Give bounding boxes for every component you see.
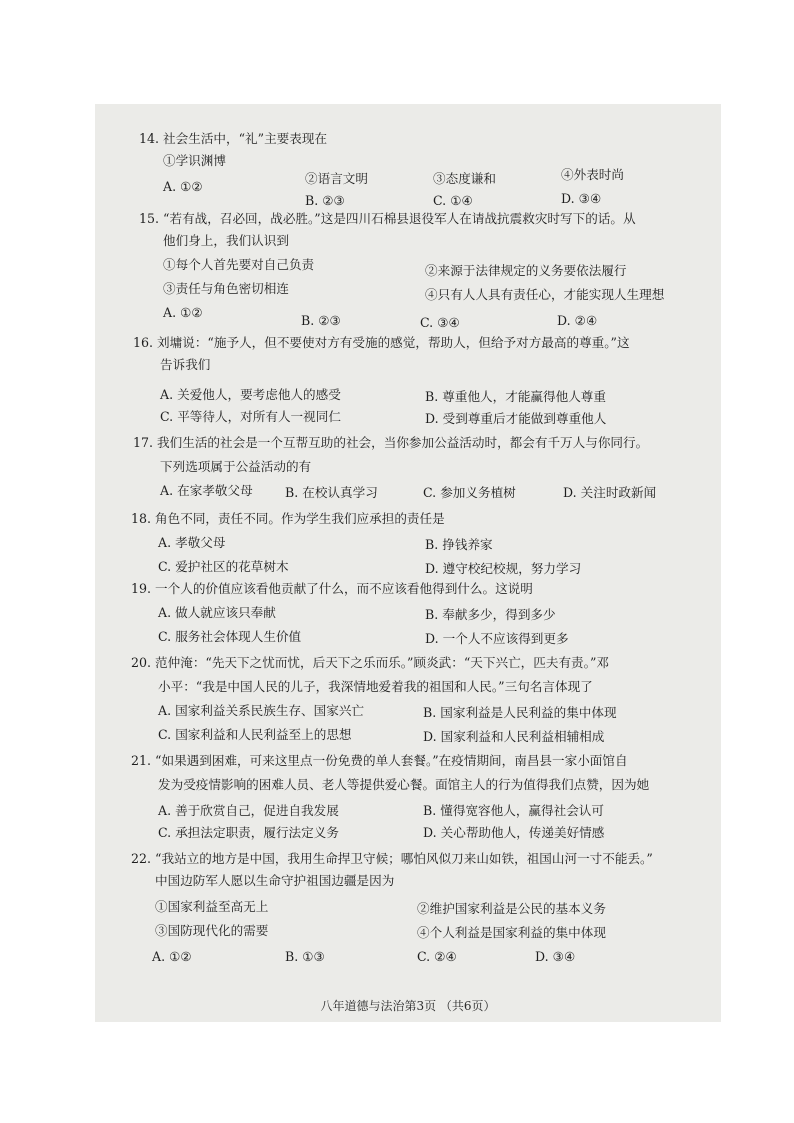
answer-choice-d: D. 一个人不应该得到更多 bbox=[425, 631, 569, 646]
answer-choice-b: B. 尊重他人，才能赢得他人尊重 bbox=[425, 389, 606, 404]
statement-option: ④个人利益是国家利益的集中体现 bbox=[417, 925, 606, 940]
answer-choice-a: A. 国家利益关系民族生存、国家兴亡 bbox=[158, 703, 365, 718]
statement-option: ①学识渊博 bbox=[163, 153, 226, 168]
answer-choice-d: D. ③④ bbox=[535, 949, 576, 964]
answer-choice-c: C. 爱护社区的花草树木 bbox=[158, 559, 289, 574]
answer-choice-c: C. 承担法定职责，履行法定义务 bbox=[158, 825, 339, 840]
question-stem-continued: 发为受疫情影响的困难人员、老人等提供爱心餐。面馆主人的行为值得我们点赞，因为她 bbox=[158, 777, 650, 792]
answer-choice-c: C. ②④ bbox=[417, 949, 457, 964]
statement-option: ②来源于法律规定的义务要依法履行 bbox=[425, 263, 627, 278]
answer-choice-c: C. ③④ bbox=[420, 315, 460, 330]
answer-choice-d: D. 国家利益和人民利益相辅相成 bbox=[423, 729, 605, 744]
question-number: 14. bbox=[139, 131, 160, 146]
answer-choice-c: C. 参加义务植树 bbox=[423, 485, 516, 500]
question-stem: 社会生活中，“礼”主要表现在 bbox=[163, 131, 328, 146]
answer-choice-c: C. 服务社会体现人生价值 bbox=[158, 629, 302, 644]
answer-choice-a: A. ①② bbox=[152, 949, 192, 964]
question-22 bbox=[131, 848, 653, 869]
answer-choice-b: B. 懂得宽容他人，赢得社会认可 bbox=[423, 803, 604, 818]
question-number: 16. bbox=[133, 335, 154, 350]
question-stem: 我们生活的社会是一个互帮互助的社会，当你参加公益活动时，都会有千万人与你同行。 bbox=[157, 435, 649, 450]
answer-choice-d: D. ②④ bbox=[557, 313, 598, 328]
exam-page bbox=[95, 104, 721, 1022]
question-number: 15. bbox=[139, 211, 160, 226]
answer-choice-b: B. 国家利益是人民利益的集中体现 bbox=[423, 705, 617, 720]
answer-choice-d: D. 受到尊重后才能做到尊重他人 bbox=[425, 411, 607, 426]
question-17 bbox=[133, 432, 648, 453]
statement-option: ④外表时尚 bbox=[561, 167, 624, 182]
question-stem-continued: 告诉我们 bbox=[160, 357, 211, 372]
answer-choice-d: D. 关心帮助他人，传递美好情感 bbox=[423, 825, 605, 840]
statement-option: ④只有人人具有责任心，才能实现人生理想 bbox=[425, 287, 665, 302]
answer-choice-a: A. 善于欣赏自己，促进自我发展 bbox=[158, 803, 339, 818]
answer-choice-d: D. 关注时政新闻 bbox=[563, 485, 657, 500]
question-stem: “若有战，召必回，战必胜。”这是四川石棉县退役军人在请战抗震救灾时写下的话。从 bbox=[163, 211, 636, 226]
answer-choice-d: D. ③④ bbox=[561, 191, 602, 206]
question-16 bbox=[133, 332, 630, 353]
answer-choice-c: C. 平等待人，对所有人一视同仁 bbox=[160, 409, 341, 424]
answer-choice-a: A. ①② bbox=[163, 179, 203, 194]
question-list bbox=[95, 104, 721, 1022]
question-number: 20. bbox=[131, 655, 152, 670]
statement-option: ②维护国家利益是公民的基本义务 bbox=[417, 901, 606, 916]
page-footer: 八年道德与法治第3页 （共6页） bbox=[320, 999, 496, 1013]
answer-choice-b: B. 在校认真学习 bbox=[285, 485, 378, 500]
statement-option: ①每个人首先要对自己负责 bbox=[163, 257, 315, 272]
question-number: 19. bbox=[131, 581, 152, 596]
question-number: 18. bbox=[131, 511, 152, 526]
question-15 bbox=[139, 208, 636, 229]
answer-choice-b: B. 挣钱养家 bbox=[425, 537, 493, 552]
question-stem: 范仲淹：“先天下之忧而忧，后天下之乐而乐。”顾炎武：“天下兴亡，匹夫有责。”邓 bbox=[155, 655, 609, 670]
answer-choice-b: B. ②③ bbox=[301, 313, 341, 328]
question-stem: 角色不同，责任不同。作为学生我们应承担的责任是 bbox=[155, 511, 445, 526]
question-stem: 刘墉说：“施予人，但不要使对方有受施的感觉，帮助人，但给予对方最高的尊重。”这 bbox=[157, 335, 630, 350]
answer-choice-c: C. 国家利益和人民利益至上的思想 bbox=[158, 727, 352, 742]
answer-choice-a: A. 在家孝敬父母 bbox=[160, 483, 253, 498]
statement-option: ③态度谦和 bbox=[433, 171, 496, 186]
answer-choice-a: A. 孝敬父母 bbox=[158, 535, 226, 550]
question-stem-continued: 中国边防军人愿以生命守护祖国边疆是因为 bbox=[155, 873, 395, 888]
statement-option: ②语言文明 bbox=[305, 171, 368, 186]
question-stem: “如果遇到困难，可来这里点一份免费的单人套餐。”在疫情期间，南昌县一家小面馆自 bbox=[155, 753, 628, 768]
question-stem: “我站立的地方是中国，我用生命捍卫守候；哪怕风似刀来山如铁，祖国山河一寸不能丢。” bbox=[155, 851, 653, 866]
answer-choice-a: A. ①② bbox=[163, 305, 203, 320]
answer-choice-b: B. ①③ bbox=[285, 949, 325, 964]
question-20 bbox=[131, 652, 609, 673]
question-stem-continued: 下列选项属于公益活动的有 bbox=[160, 459, 312, 474]
question-18 bbox=[131, 508, 445, 529]
answer-choice-c: C. ①④ bbox=[433, 193, 473, 208]
statement-option: ①国家利益至高无上 bbox=[155, 899, 269, 914]
question-number: 17. bbox=[133, 435, 154, 450]
question-21 bbox=[131, 750, 628, 771]
question-number: 21. bbox=[131, 753, 152, 768]
question-stem-continued: 小平：“我是中国人民的儿子，我深情地爱着我的祖国和人民。”三句名言体现了 bbox=[158, 679, 593, 694]
statement-option: ③责任与角色密切相连 bbox=[163, 281, 289, 296]
question-14 bbox=[139, 128, 327, 149]
answer-choice-a: A. 做人就应该只奉献 bbox=[158, 605, 276, 620]
question-stem-continued: 他们身上，我们认识到 bbox=[163, 233, 289, 248]
answer-choice-a: A. 关爱他人，要考虑他人的感受 bbox=[160, 387, 341, 402]
question-number: 22. bbox=[131, 851, 152, 866]
question-stem: 一个人的价值应该看他贡献了什么，而不应该看他得到什么。这说明 bbox=[155, 581, 533, 596]
answer-choice-b: B. 奉献多少，得到多少 bbox=[425, 607, 556, 622]
answer-choice-b: B. ②③ bbox=[305, 193, 345, 208]
question-19 bbox=[131, 578, 533, 599]
answer-choice-d: D. 遵守校纪校规，努力学习 bbox=[425, 561, 582, 576]
statement-option: ③国防现代化的需要 bbox=[155, 923, 269, 938]
